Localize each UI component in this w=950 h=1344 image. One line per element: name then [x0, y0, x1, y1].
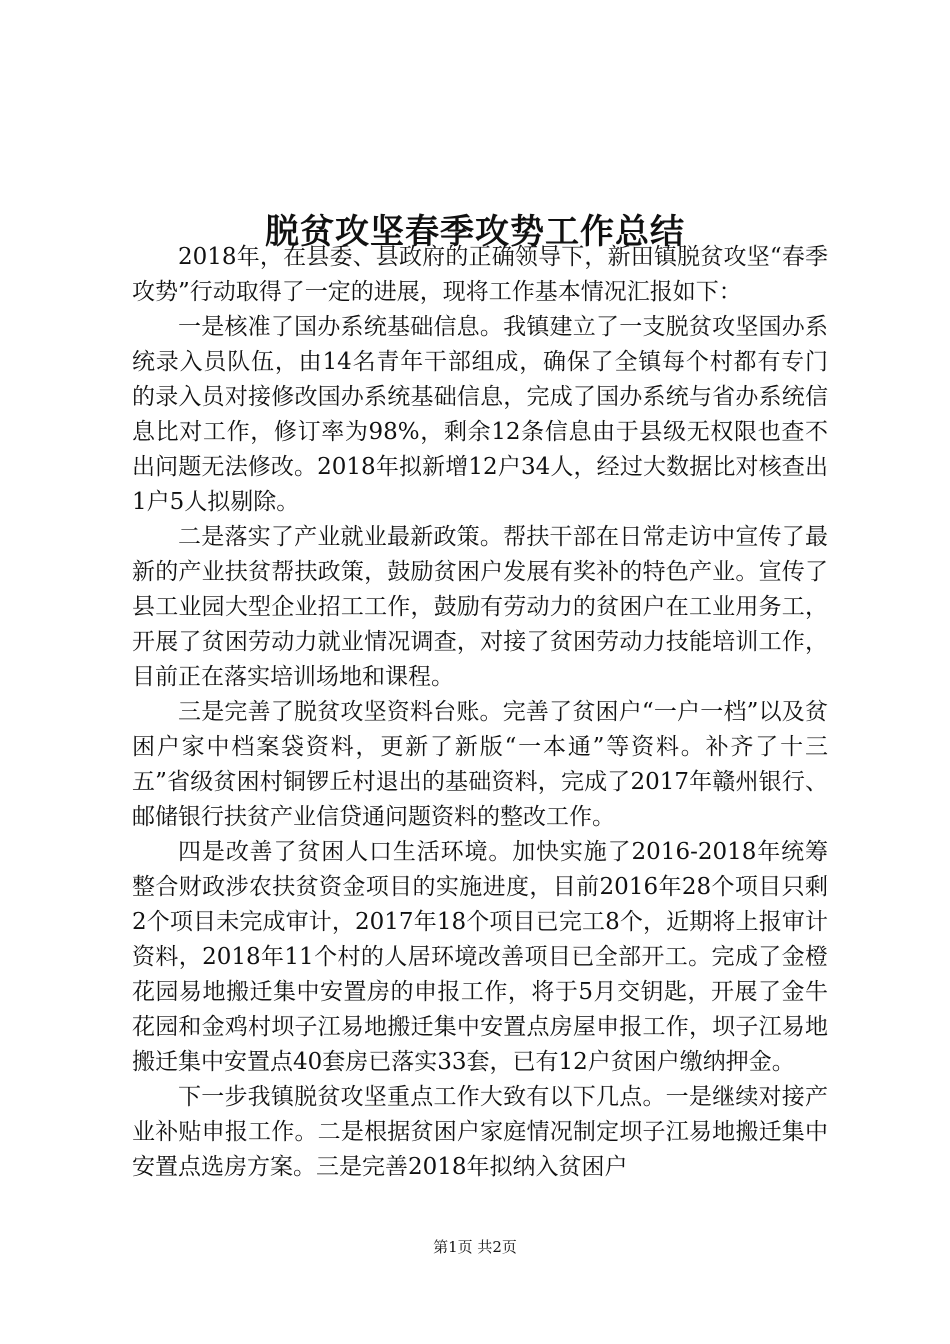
- paragraph-intro: 2018年，在县委、县政府的正确领导下，新田镇脱贫攻坚“春季攻势”行动取得了一定的进展，现将工作基本情况汇报如下：: [132, 244, 828, 305]
- paragraph-system-info: 一是核准了国办系统基础信息。我镇建立了一支脱贫攻坚国办系统录入员队伍，由14名青年干部组成，确保了全镇每个村都有专门的录入员对接修改国办系统基础信息，完成了国办系统与省办系统信息比对工作，修订率为98%，剩余12条信息由于县级无权限也查不出问题无法修改。2018年拟新增12户34人，经过大数据比对核查出1户5人拟剔除。: [132, 314, 828, 515]
- paragraph-next-steps: 下一步我镇脱贫攻坚重点工作大致有以下几点。一是继续对接产业补贴申报工作。二是根据贫困户家庭情况制定坝子江易地搬迁集中安置点选房方案。三是完善2018年拟纳入贫困户: [132, 1084, 828, 1180]
- document-body: [132, 240, 828, 1185]
- paragraph-records: 三是完善了脱贫攻坚资料台账。完善了贫困户“一户一档”以及贫困户家中档案袋资料，更新了新版“一本通”等资料。补齐了十三五”省级贫困村铜锣丘村退出的基础资料，完成了2017年赣州银行、邮储银行扶贫产业信贷通问题资料的整改工作。: [132, 699, 828, 830]
- page-footer: 第1页 共2页: [433, 1238, 517, 1256]
- document-title: 脱贫攻坚春季攻势工作总结: [265, 211, 685, 252]
- paragraph-living-environment: 四是改善了贫困人口生活环境。加快实施了2016-2018年统筹整合财政涉农扶贫资金项目的实施进度，目前2016年28个项目只剩2个项目未完成审计，2017年18个项目已完工8个，近期将上报审计资料，2018年11个村的人居环境改善项目已全部开工。完成了金橙花园易地搬迁集中安置房的申报工作，将于5月交钥匙，开展了金牛花园和金鸡村坝子江易地搬迁集中安置点房屋申报工作，坝子江易地搬迁集中安置点40套房已落实33套，已有12户贫困户缴纳押金。: [132, 839, 828, 1075]
- paragraph-industry-policy: 二是落实了产业就业最新政策。帮扶干部在日常走访中宣传了最新的产业扶贫帮扶政策，鼓励贫困户发展有奖补的特色产业。宣传了县工业园大型企业招工工作，鼓励有劳动力的贫困户在工业用务工，开展了贫困劳动力就业情况调查，对接了贫困劳动力技能培训工作，目前正在落实培训场地和课程。: [132, 524, 828, 690]
